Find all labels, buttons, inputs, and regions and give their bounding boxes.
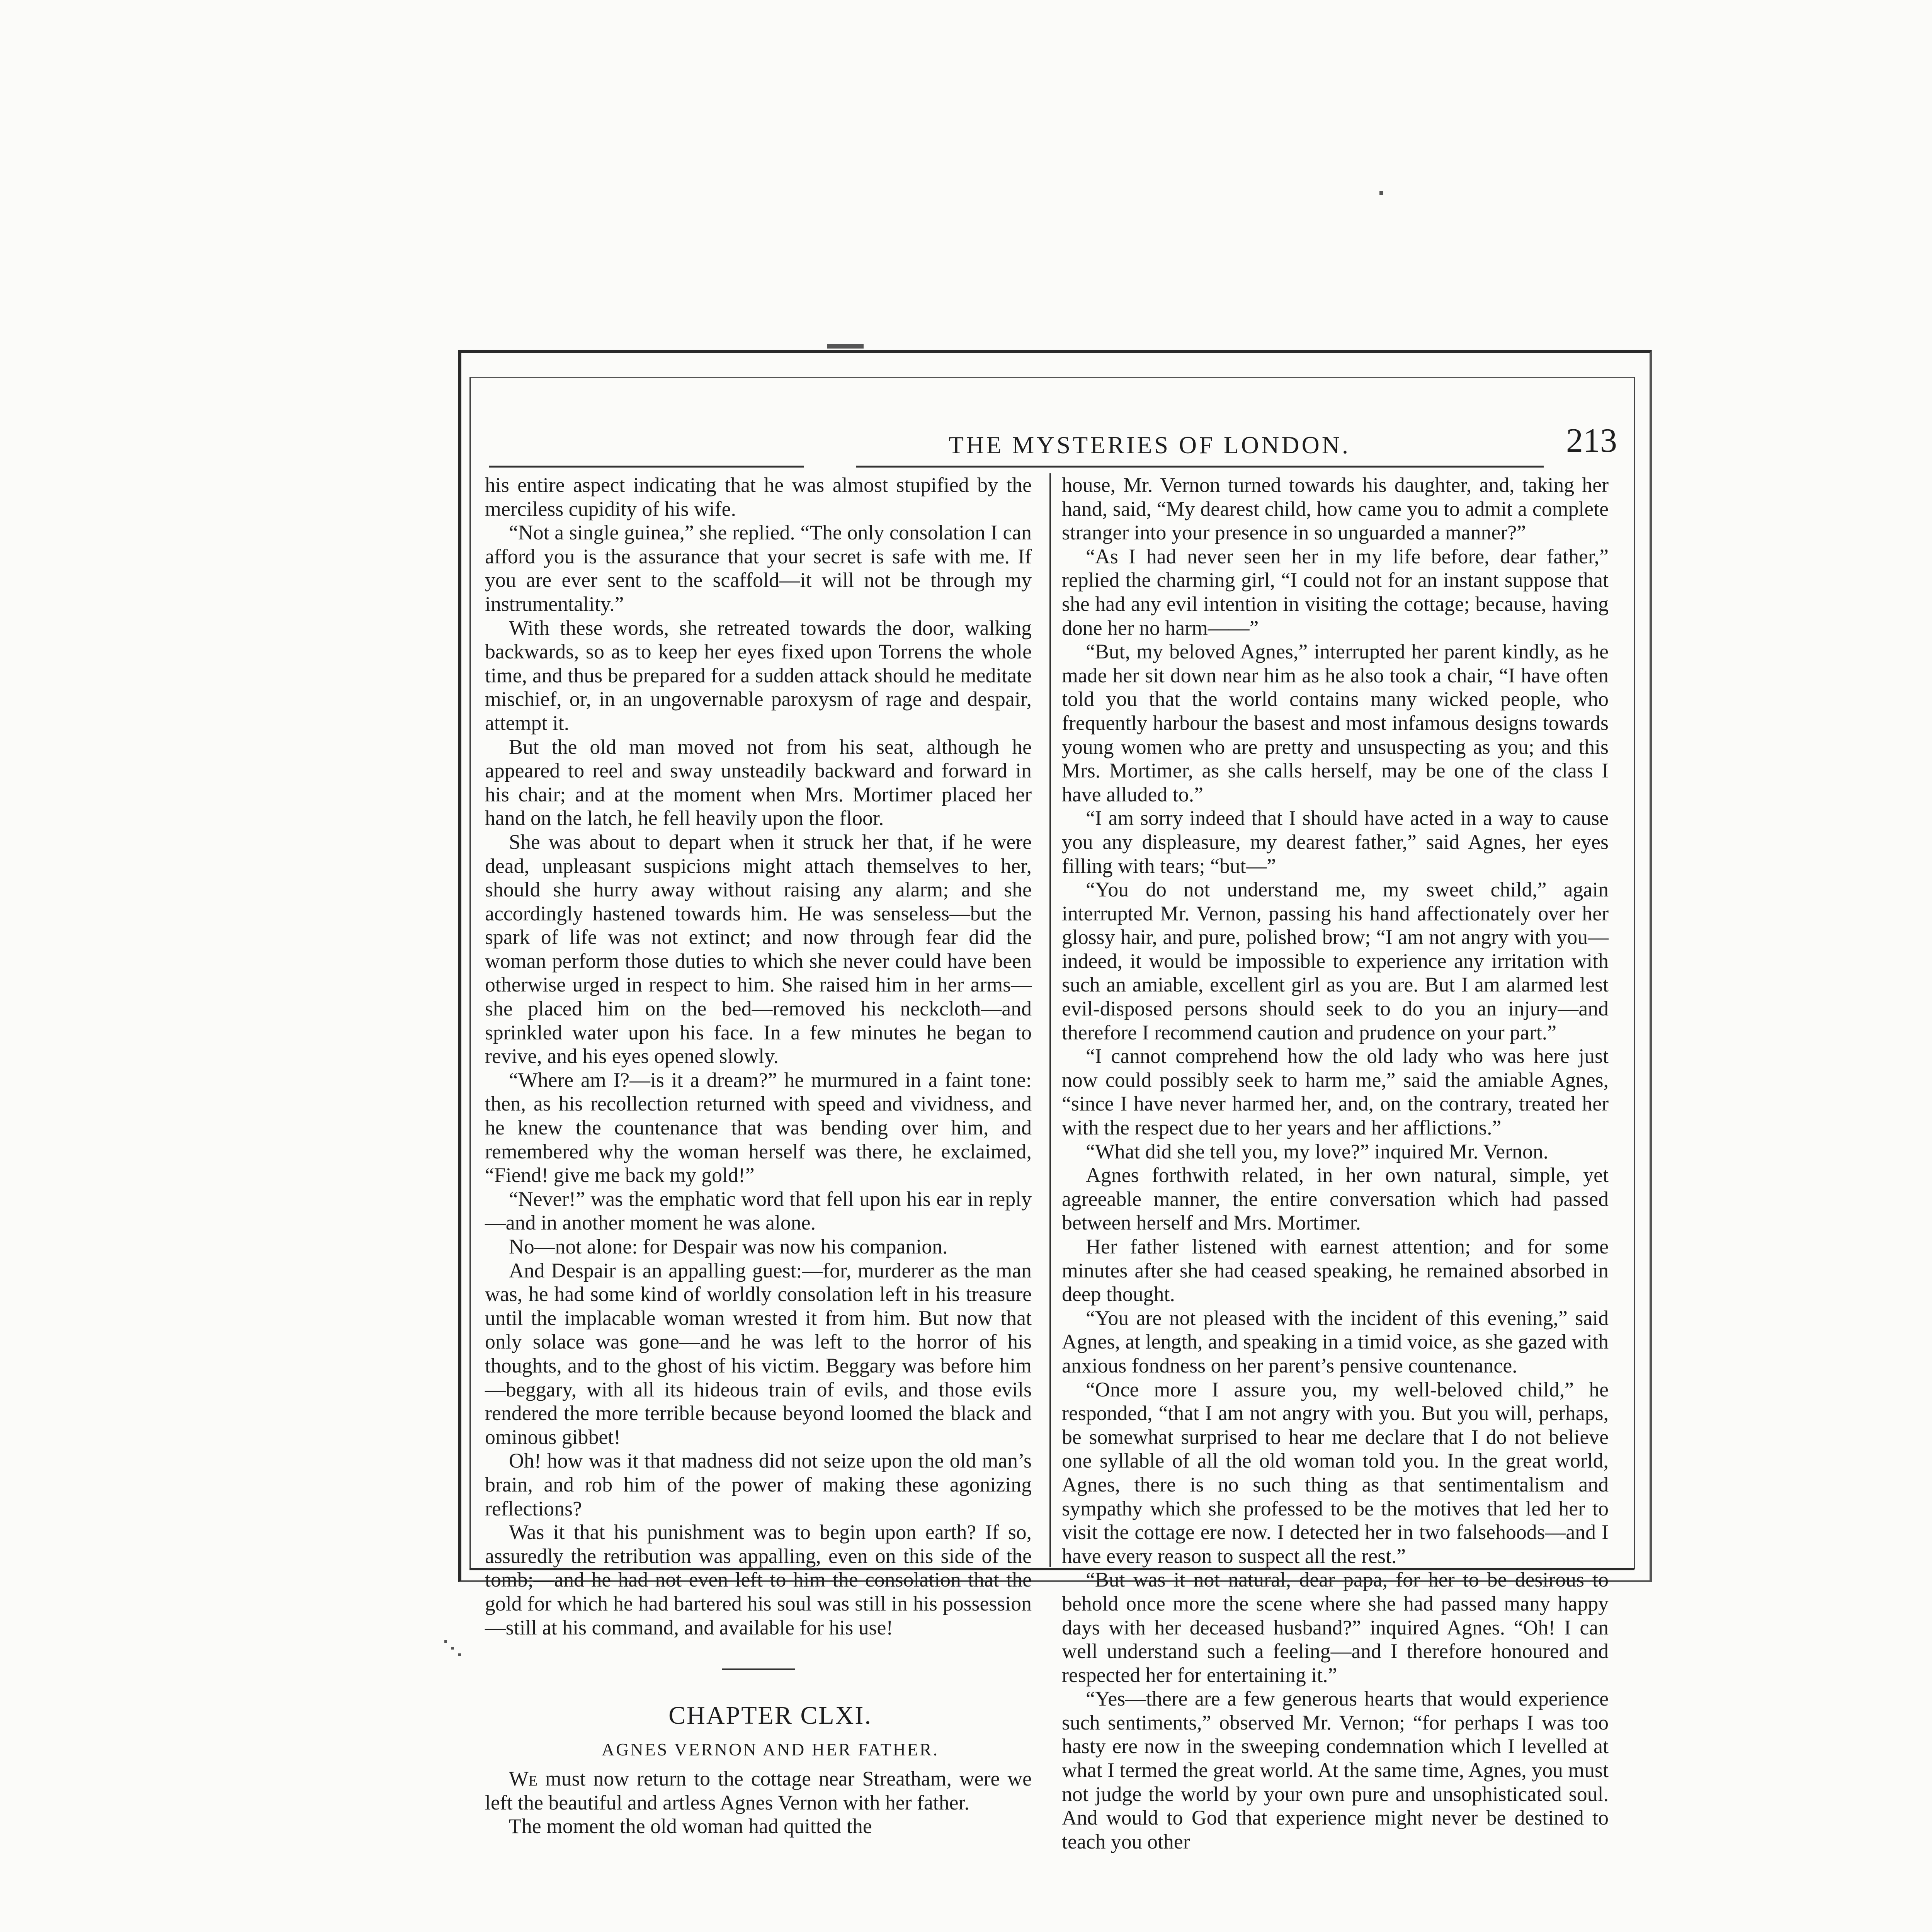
paragraph: She was about to depart when it struck her that, if he were dead, unpleasant suspicions might attach themselves to her, should she hurry away without raising any alarm; and she accordingly hastened towards him. He was senseless—but the spark of life was not extinct; and now through fear did the woman perform those duties to which she never could have been otherwise urged in respect to him. She raised him in her arms—she placed him on the bed—removed his neckcloth—and sprinkled water upon his face. In a few minutes he began to revive, and his eyes opened slowly. [485,830,1032,1068]
paragraph: “What did she tell you, my love?” inquired Mr. Vernon. [1086,1139,1549,1163]
paragraph: his entire aspect indicating that he was almost stupified by the merciless cupidity of his wife. [485,473,1032,520]
left-column [485,473,1032,1838]
paragraph: “Never!” was the emphatic word that fell upon his ear in reply—and in another moment he was alone. [485,1187,1032,1235]
paragraph: “Yes—there are a few generous hearts that would experience such sentiments,” observed Mr. Vernon; “for perhaps I was too hasty ere now in the sweeping condemnation which I levelled at what I termed the great world. At the same time, Agnes, you must not judge the world by your own pure and unsophisticated soul. And would to God that experience might never be destined to teach you other [1062,1687,1609,1853]
chapter-subheading: AGNES VERNON AND HER FATHER. [601,1740,939,1760]
inner-right-rule [1634,377,1635,1569]
header-rule-left [489,466,804,468]
paragraph: “You do not understand me, my sweet child,” again interrupted Mr. Vernon, passing his hand affectionately over her glossy hair, and pure, polished brow; “I am not angry with you—indeed, it would be impossible to experience any irritation with such an amiable, excellent girl as you are. But I am alarmed lest evil-disposed persons should seek to do you an injury—and therefore I recommend caution and prudence on your part.” [1062,878,1609,1044]
paragraph: Agnes forthwith related, in her own natural, simple, yet agreeable manner, the entire conversation which had passed between herself and Mrs. Mortimer. [1062,1163,1609,1235]
paragraph: “I am sorry indeed that I should have acted in a way to cause you any displeasure, my dearest father,” said Agnes, her eyes filling with tears; “but—” [1062,806,1609,878]
paragraph: “As I had never seen her in my life before, dear father,” replied the charming girl, “I could not for an instant suppose that she had any evil intention in visiting the cottage; because, having done her no harm——” [1062,544,1609,639]
running-header-title: THE MYSTERIES OF LONDON. [949,431,1350,459]
paragraph: And Despair is an appalling guest:—for, murderer as the man was, he had some kind of worldly consolation left in his treasure until the implacable woman wrested it from him. But now that only solace was gone—and he was left to the horror of his thoughts, and to the ghost of his victim. Beggary was before him—beggary, with all its hideous train of evils, and those evils rendered the more terrible because beyond loomed the black and ominous gibbet! [485,1259,1032,1449]
inner-left-rule [469,377,471,1569]
scan-artifact-corner [451,1647,454,1650]
scan-artifact-corner [444,1640,447,1643]
paragraph: Was it that his punishment was to begin upon earth? If so, assuredly the retribution was appalling, even on this side of the tomb;—and he had not even left to him the consolation that the gold for which he had bartered his soul was still in his possession—still at his command, and available for his use! [485,1520,1032,1639]
paragraph: “Not a single guinea,” she replied. “The only consolation I can afford you is the assurance that your secret is safe with me. If you are ever sent to the scaffold—it will not be through my instrumentality.” [485,521,1032,616]
paragraph: But the old man moved not from his seat, although he appeared to reel and sway unsteadily backward and forward in his chair; and at the moment when Mrs. Mortimer placed her hand on the latch, he fell heavily upon the floor. [485,735,1032,830]
paragraph: Oh! how was it that madness did not seize upon the old man’s brain, and rob him of the power of making these agonizing reflections? [485,1449,1032,1520]
paragraph: “But was it not natural, dear papa, for her to be desirous to behold once more the scene where she had passed many happy days with her deceased husband?” inquired Agnes. “Oh! I can well understand such a feeling—and I therefore honoured and respected her for entertaining it.” [1062,1568,1609,1687]
paragraph: No—not alone: for Despair was now his companion. [509,1235,948,1258]
paragraph: “You are not pleased with the incident of this evening,” said Agnes, at length, and speaking in a timid voice, as she gazed with anxious fondness on her parent’s pensive countenance. [1062,1306,1609,1377]
left-column-paragraphs [485,473,1032,1639]
paragraph: With these words, she retreated towards the door, walking backwards, so as to keep her eyes fixed upon Torrens the whole time, and thus be prepared for a sudden attack should he meditate mischief, or, in an ungovernable paroxysm of rage and despair, attempt it. [485,616,1032,735]
paragraph: “But, my beloved Agnes,” interrupted her parent kindly, as he made her sit down near him as he also took a chair, “I have often told you that the world contains many wicked people, who frequently harbour the basest and most infamous designs towards young women who are pretty and unsuspecting as you; and this Mrs. Mortimer, as she calls herself, may be one of the class I have alluded to.” [1062,640,1609,806]
opening-dropword: We [509,1767,537,1791]
paragraph: “Where am I?—is it a dream?” he murmured in a faint tone: then, as his recollection returned with speed and vividness, and he knew the countenance that was bending over him, and remembered why the woman herself was there, he exclaimed, “Fiend! give me back my gold!” [485,1068,1032,1187]
paragraph: “Once more I assure you, my well-beloved child,” he responded, “that I am not angry with you. But you will, perhaps, be somewhat surprised to hear me declare that I do not believe one syllable of all the old woman told you. In the great world, Agnes, there is no such thing as that sentimentalism and sympathy which she professed to be the motives that led her to visit the cottage ere now. I detected her in two falsehoods—and I have every reason to suspect all the rest.” [1062,1378,1609,1568]
header-rule-right [856,466,1544,468]
chapter-separator-rule [722,1668,795,1670]
scan-artifact-corner [458,1653,461,1656]
chapter-opening-paragraph [485,1767,1032,1815]
column-divider [1049,473,1051,1567]
chapter-second-paragraph: The moment the old woman had quitted the [509,1815,872,1838]
scan-artifact-dot [1379,191,1383,195]
inner-top-rule [469,377,1634,378]
page-number: 213 [1566,422,1617,459]
right-column [1062,473,1609,1853]
paragraph: house, Mr. Vernon turned towards his daughter, and, taking her hand, said, “My dearest child, how came you to admit a complete stranger into your presence in so unguarded a manner?” [1062,473,1609,544]
chapter-heading: CHAPTER CLXI. [668,1701,872,1730]
scan-artifact-top [827,344,864,349]
opening-text: must now return to the cottage near Streatham, were we left the beautiful and artless Agnes Vernon with her father. [485,1767,1032,1814]
paragraph: Her father listened with earnest attention; and for some minutes after she had ceased speaking, he remained absorbed in deep thought. [1062,1235,1609,1306]
paragraph: “I cannot comprehend how the old lady who was here just now could possibly seek to harm me,” said the amiable Agnes, “since I have never harmed her, and, on the contrary, treated her with the respect due to her years and her afflictions.” [1062,1044,1609,1139]
